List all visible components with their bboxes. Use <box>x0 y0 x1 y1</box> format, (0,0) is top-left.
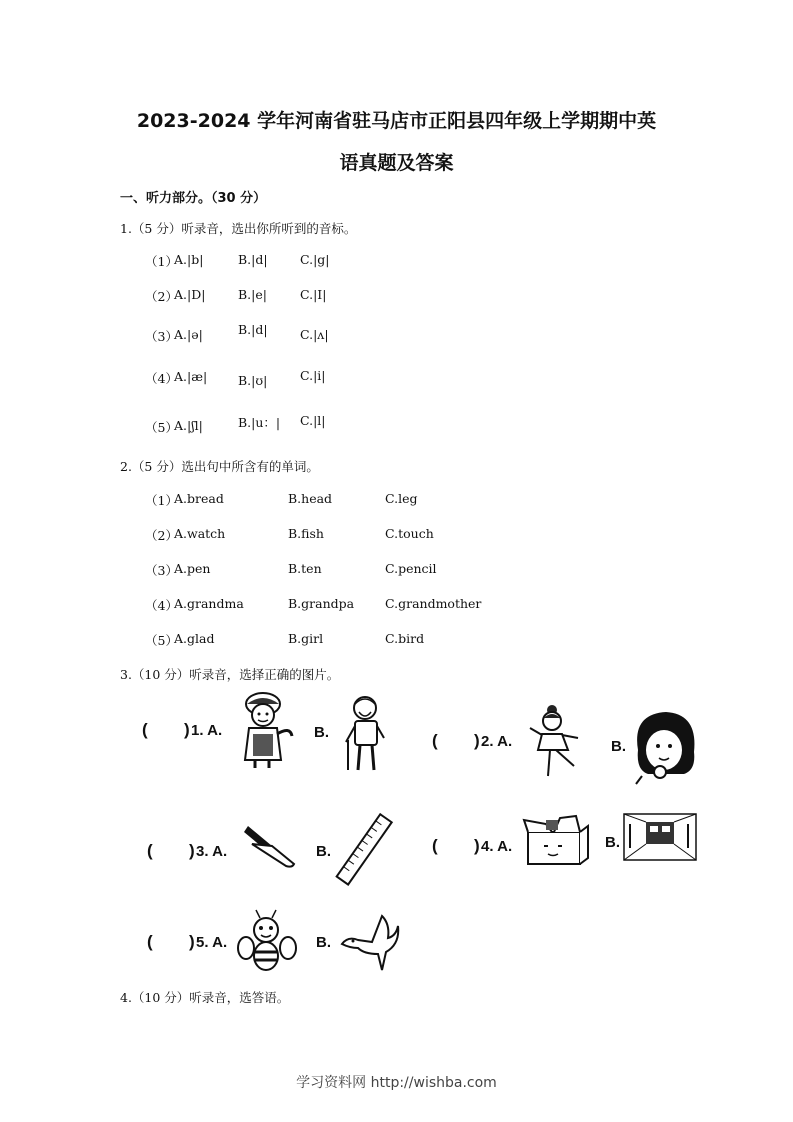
answer-paren-close: ) <box>184 720 190 739</box>
picture-option-b-label: B. <box>611 738 626 755</box>
answer-paren-open: ( <box>432 836 438 855</box>
option-c: C.leg <box>385 491 418 506</box>
ruler-icon <box>336 812 394 888</box>
grandma-picture-icon <box>235 690 295 770</box>
option-c: C.touch <box>385 526 434 541</box>
question-4-stem: 4.（10 分）听录音，选答语。 <box>120 990 290 1005</box>
option-b: B.grandpa <box>288 596 355 611</box>
picture-option-b-label: B. <box>316 934 331 951</box>
option-number: （2） <box>145 289 178 304</box>
picture-item-label: 2. A. <box>481 733 513 750</box>
question-3-stem: 3.（10 分）听录音，选择正确的图片。 <box>120 667 340 682</box>
option-c: C.grandmother <box>385 596 482 611</box>
answer-paren-open: ( <box>142 720 148 739</box>
option-number: （2） <box>145 528 178 543</box>
room-icon <box>622 812 698 862</box>
option-number: （1） <box>145 493 178 508</box>
option-a: A.|b| <box>174 252 204 267</box>
picture-option-b-label: B. <box>605 834 620 851</box>
page-footer[interactable]: 学习资料网 http://wishba.com <box>296 1075 497 1091</box>
option-b: B.|d| <box>238 322 268 337</box>
bee-icon <box>238 908 298 972</box>
option-b: B.|ʊ| <box>238 373 268 388</box>
option-a: A.|D| <box>174 287 206 302</box>
option-number: （5） <box>145 633 178 648</box>
grandpa-picture-icon <box>340 694 390 772</box>
picture-option-b-label: B. <box>314 724 329 741</box>
answer-paren-close: ) <box>189 841 195 860</box>
option-b: B.|d| <box>238 252 268 267</box>
option-number: （5） <box>145 420 178 435</box>
picture-item-label: 5. A. <box>196 934 228 951</box>
option-number: （3） <box>145 563 178 578</box>
option-a: A.grandma <box>174 596 244 611</box>
option-c: C.bird <box>385 631 425 646</box>
answer-paren-close: ) <box>474 836 480 855</box>
option-b: B.ten <box>288 561 322 576</box>
answer-paren-open: ( <box>432 731 438 750</box>
knife-icon <box>242 820 298 870</box>
option-c: C.|I| <box>300 287 327 302</box>
option-c: C.|ʌ| <box>300 327 329 342</box>
option-number: （4） <box>145 598 178 613</box>
option-c: C.|g| <box>300 252 330 267</box>
bird-icon <box>338 914 400 972</box>
option-b: B.fish <box>288 526 324 541</box>
option-number: （4） <box>145 371 178 386</box>
picture-item-label: 3. A. <box>196 843 228 860</box>
question-2-stem: 2.（5 分）选出句中所含有的单词。 <box>120 459 319 474</box>
option-a: A.glad <box>174 631 215 646</box>
option-b: B.head <box>288 491 333 506</box>
option-number: （1） <box>145 254 178 269</box>
answer-paren-close: ) <box>474 731 480 750</box>
answer-paren-close: ) <box>189 932 195 951</box>
option-c: C.|l| <box>300 413 326 428</box>
option-c: C.pencil <box>385 561 437 576</box>
box-icon <box>524 814 590 866</box>
girl-face-icon <box>632 710 700 786</box>
picture-item-label: 4. A. <box>481 838 513 855</box>
dancing-girl-icon <box>528 704 584 782</box>
option-a: A.watch <box>174 526 226 541</box>
answer-paren-open: ( <box>147 932 153 951</box>
picture-item-label: 1. A. <box>191 722 223 739</box>
option-b: B.|u：| <box>238 415 281 430</box>
option-a: A.|ʃl| <box>174 418 203 433</box>
option-b: B.girl <box>288 631 324 646</box>
page-title-line-2: 语真题及答案 <box>339 152 454 174</box>
page-title-line-1: 2023-2024 学年河南省驻马店市正阳县四年级上学期期中英 <box>136 110 657 132</box>
picture-option-b-label: B. <box>316 843 331 860</box>
question-1-stem: 1.（5 分）听录音，选出你所听到的音标。 <box>120 221 357 236</box>
option-a: A.bread <box>174 491 224 506</box>
answer-paren-open: ( <box>147 841 153 860</box>
option-number: （3） <box>145 329 178 344</box>
option-a: A.|ə| <box>174 327 203 342</box>
option-c: C.|i| <box>300 368 326 383</box>
option-a: A.pen <box>174 561 211 576</box>
option-b: B.|e| <box>238 287 267 302</box>
option-a: A.|æ| <box>174 369 208 384</box>
section-heading: 一、听力部分。（30 分） <box>120 191 267 206</box>
